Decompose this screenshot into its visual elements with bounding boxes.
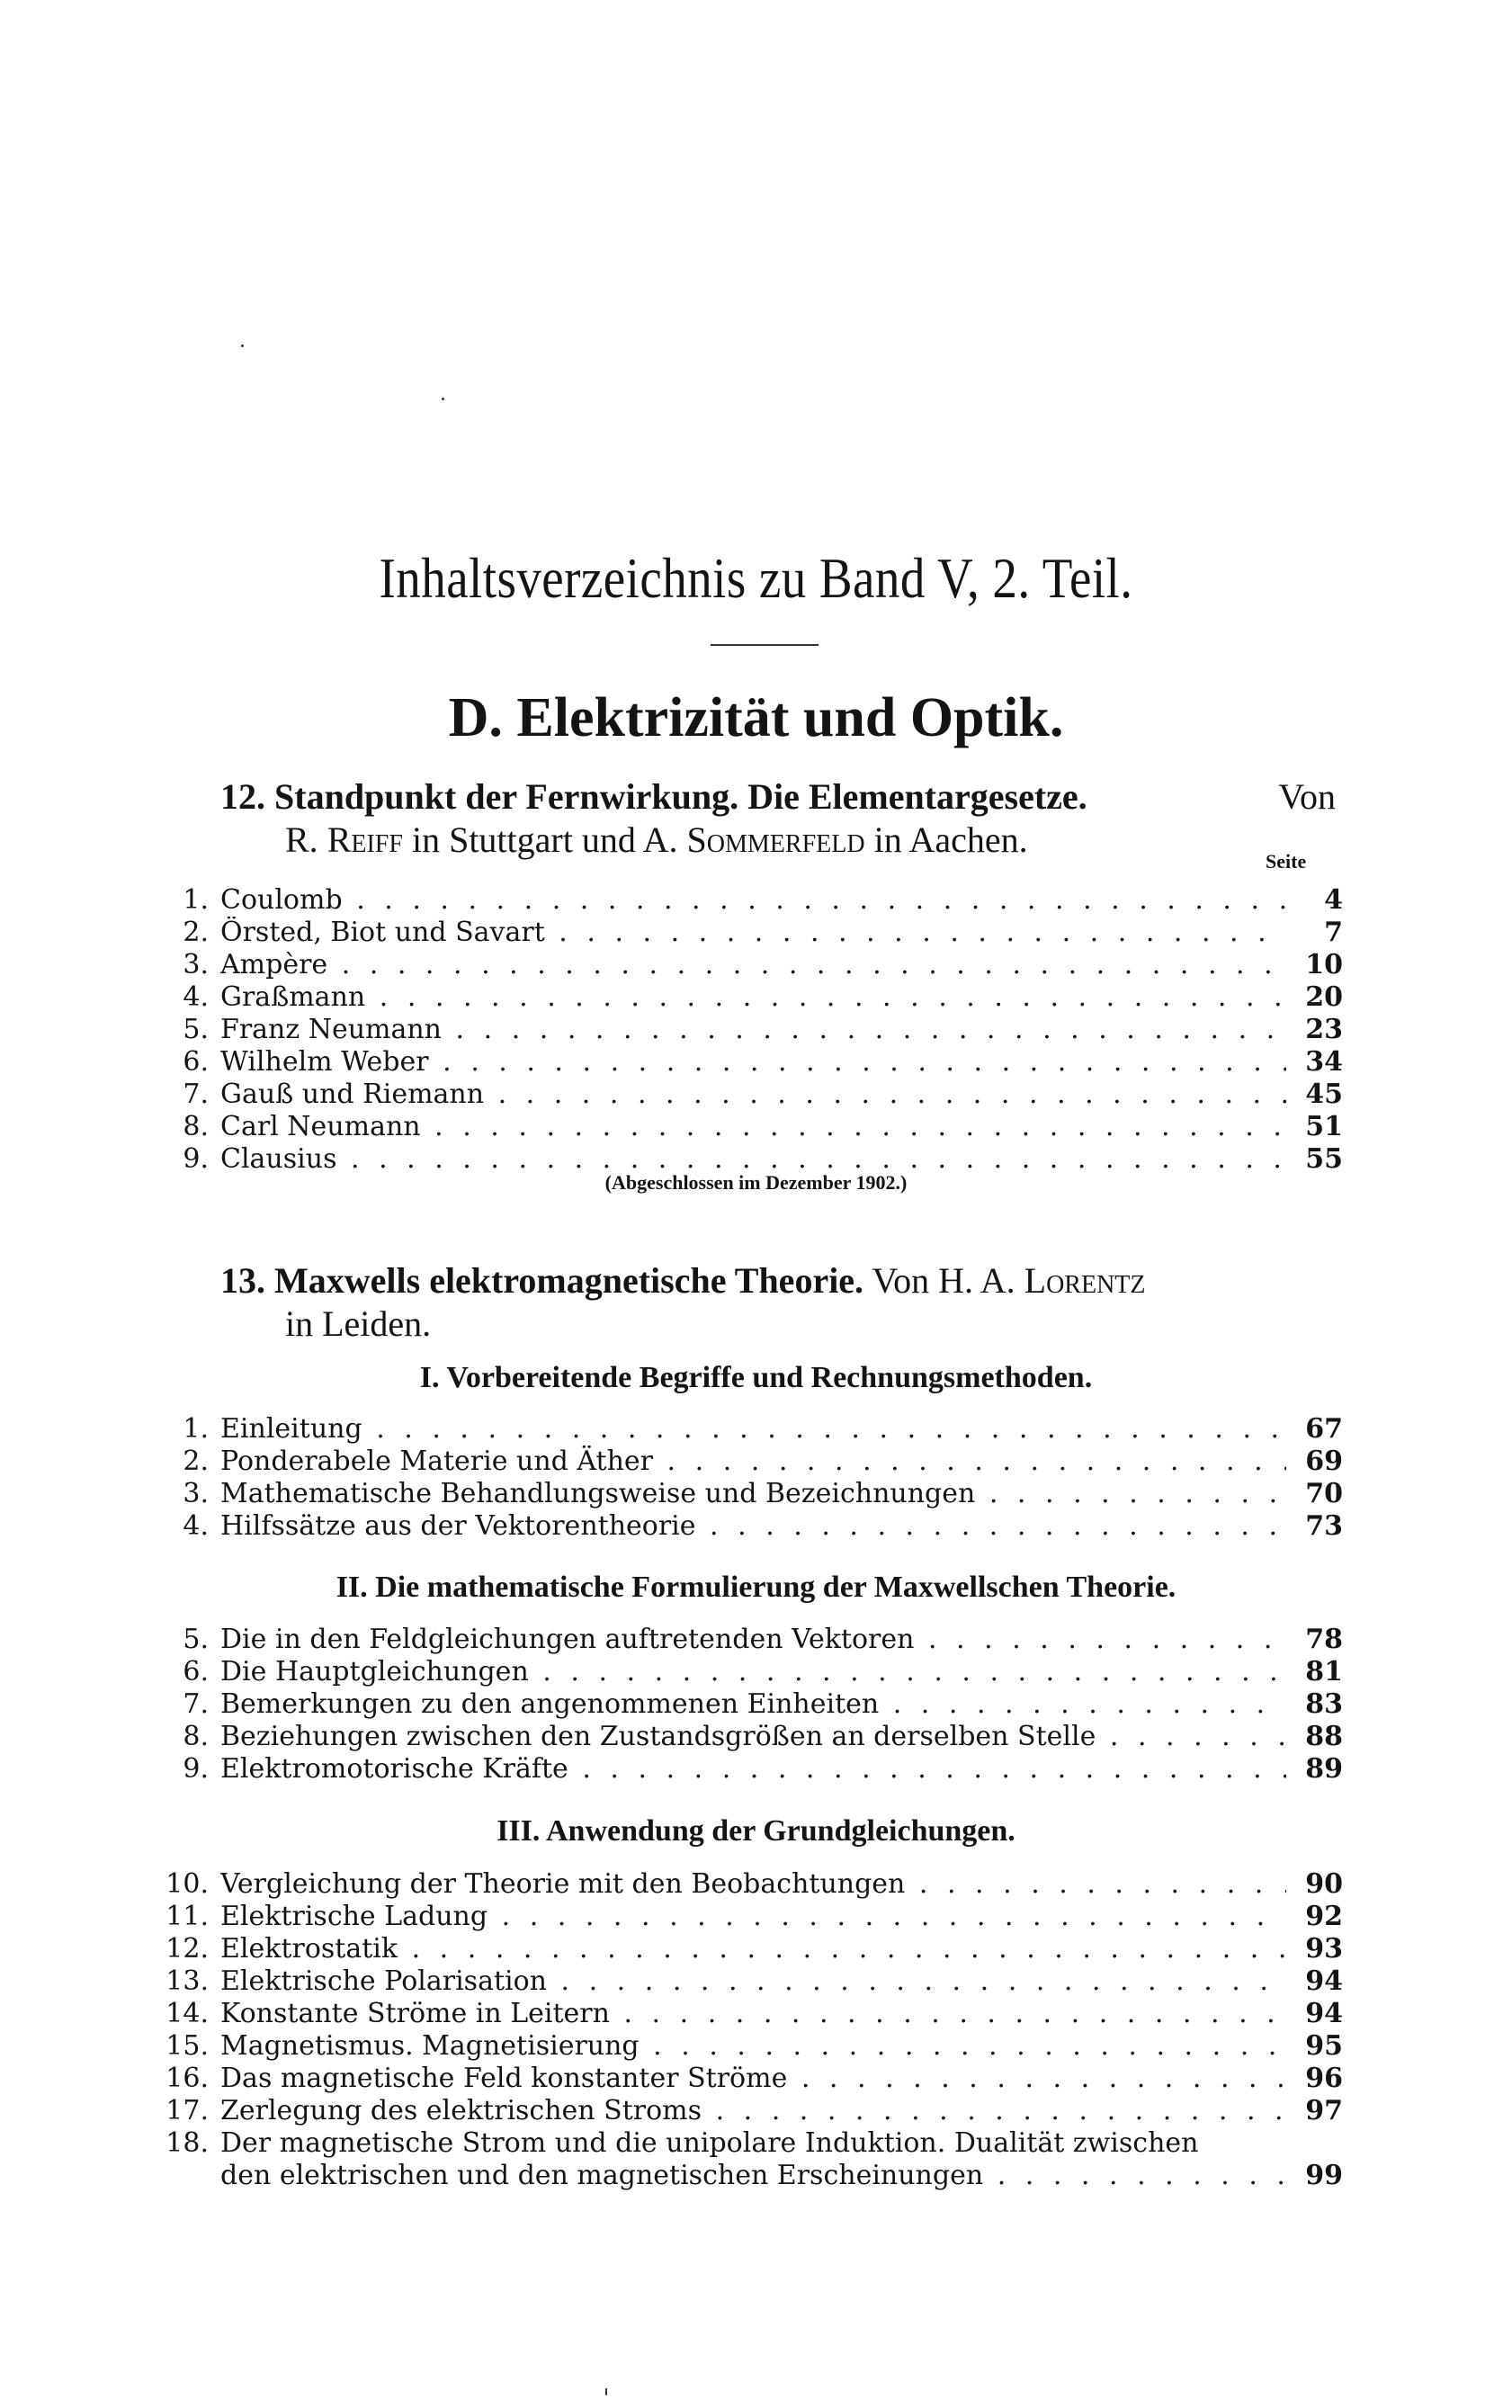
author-sommerfeld: Sommerfeld xyxy=(686,819,865,860)
chapter-13-line1: 13. Maxwells elektromagnetische Theorie. Von H. A. Lorentz xyxy=(220,1260,1146,1301)
author-lorentz: Lorentz xyxy=(1024,1260,1146,1301)
toc-entry: 10. Vergleichung der Theorie mit den Beobachtungen . . . 90 xyxy=(0,1868,1512,1900)
chapter-title: Standpunkt der Fernwirkung. Die Elementargesetze. xyxy=(274,776,1087,817)
part-heading: I. Vorbereitende Begriffe und Rechnungsmethoden. xyxy=(419,1361,1093,1394)
toc-entry: 1. Coulomb . . . 4 xyxy=(0,884,1512,916)
completion-note: (Abgeschlossen im Dezember 1902.) xyxy=(604,1171,908,1194)
page-title: Inhaltsverzeichnis zu Band V, 2. Teil. xyxy=(379,546,1133,610)
toc-entry: 9. Elektromotorische Kräfte . . . 89 xyxy=(0,1753,1512,1785)
toc-entry: 6. Die Hauptgleichungen . . . 81 xyxy=(0,1656,1512,1687)
part-heading: II. Die mathematische Formulierung der Maxwellschen Theorie. xyxy=(336,1571,1176,1604)
toc-entry: 2. Ponderabele Materie und Äther . . . 69 xyxy=(0,1446,1512,1477)
toc-entry: 9. Clausius . . . 55 xyxy=(0,1143,1512,1175)
chapter-von: Von xyxy=(1278,776,1336,817)
toc-entry: 4. Hilfssätze aus der Vektorentheorie . . . 73 xyxy=(0,1510,1512,1542)
toc-entry: 3. Mathematische Behandlungsweise und Bezeichnungen . . . 70 xyxy=(0,1478,1512,1509)
toc-entry: 16. Das magnetische Feld konstanter Ströme . . . 96 xyxy=(0,2063,1512,2094)
toc-entry: 13. Elektrische Polarisation . . . 94 xyxy=(0,1965,1512,1997)
toc-entry: 7. Bemerkungen zu den angenommenen Einheiten . . . 83 xyxy=(0,1688,1512,1720)
toc-entry: 3. Ampère . . . 10 xyxy=(0,949,1512,980)
scan-speck xyxy=(605,2388,607,2395)
chapter-13-header xyxy=(220,1259,1336,1346)
page-column-label: Seite xyxy=(1266,850,1307,873)
chapter-13-line2: in Leiden. xyxy=(285,1303,432,1344)
title-rule xyxy=(711,644,819,646)
toc-entry: 1. Einleitung . . . 67 xyxy=(0,1413,1512,1445)
chapter-title: Maxwells elektromagnetische Theorie. xyxy=(274,1260,864,1301)
toc-entry: 11. Elektrische Ladung . . . 92 xyxy=(0,1901,1512,1932)
toc-entry: 8. Carl Neumann . . . 51 xyxy=(0,1111,1512,1142)
toc-entry: 8. Beziehungen zwischen den Zustandsgrößen an derselben Stelle . . . 88 xyxy=(0,1721,1512,1752)
scan-speck xyxy=(241,345,244,347)
toc-entry: 12. Elektrostatik . . . 93 xyxy=(0,1933,1512,1965)
chapter-12-line2: R. Reiff in Stuttgart und A. Sommerfeld in Aachen. xyxy=(285,819,1028,860)
scan-speck xyxy=(442,398,444,400)
toc-entry: 6. Wilhelm Weber . . . 34 xyxy=(0,1046,1512,1078)
section-heading: D. Elektrizität und Optik. xyxy=(448,687,1064,748)
chapter-number: 12. xyxy=(220,776,265,817)
toc-entry: 14. Konstante Ströme in Leitern . . . 94 xyxy=(0,1998,1512,2029)
chapter-12-header xyxy=(220,775,1336,862)
toc-entry: 17. Zerlegung des elektrischen Stroms . . . 97 xyxy=(0,2095,1512,2126)
toc-entry: 7. Gauß und Riemann . . . 45 xyxy=(0,1079,1512,1110)
toc-entry-continuation: den elektrischen und den magnetischen Erscheinungen . . . 99 xyxy=(0,2160,1512,2191)
toc-entry: 5. Die in den Feldgleichungen auftretenden Vektoren . . . 78 xyxy=(0,1624,1512,1655)
toc-entry: 4. Graßmann . . . 20 xyxy=(0,981,1512,1013)
toc-entry: 18. Der magnetische Strom und die unipolare Induktion. Dualität zwischen xyxy=(166,2127,1199,2159)
author-reiff: Reiff xyxy=(327,819,403,860)
chapter-number: 13. xyxy=(220,1260,265,1301)
toc-entry: 5. Franz Neumann . . . 23 xyxy=(0,1014,1512,1045)
part-heading: III. Anwendung der Grundgleichungen. xyxy=(497,1814,1015,1848)
chapter-12-line1 xyxy=(220,775,1336,819)
toc-entry: 2. Örsted, Biot und Savart . . . 7 xyxy=(0,917,1512,948)
toc-entry: 15. Magnetismus. Magnetisierung . . . 95 xyxy=(0,2030,1512,2062)
